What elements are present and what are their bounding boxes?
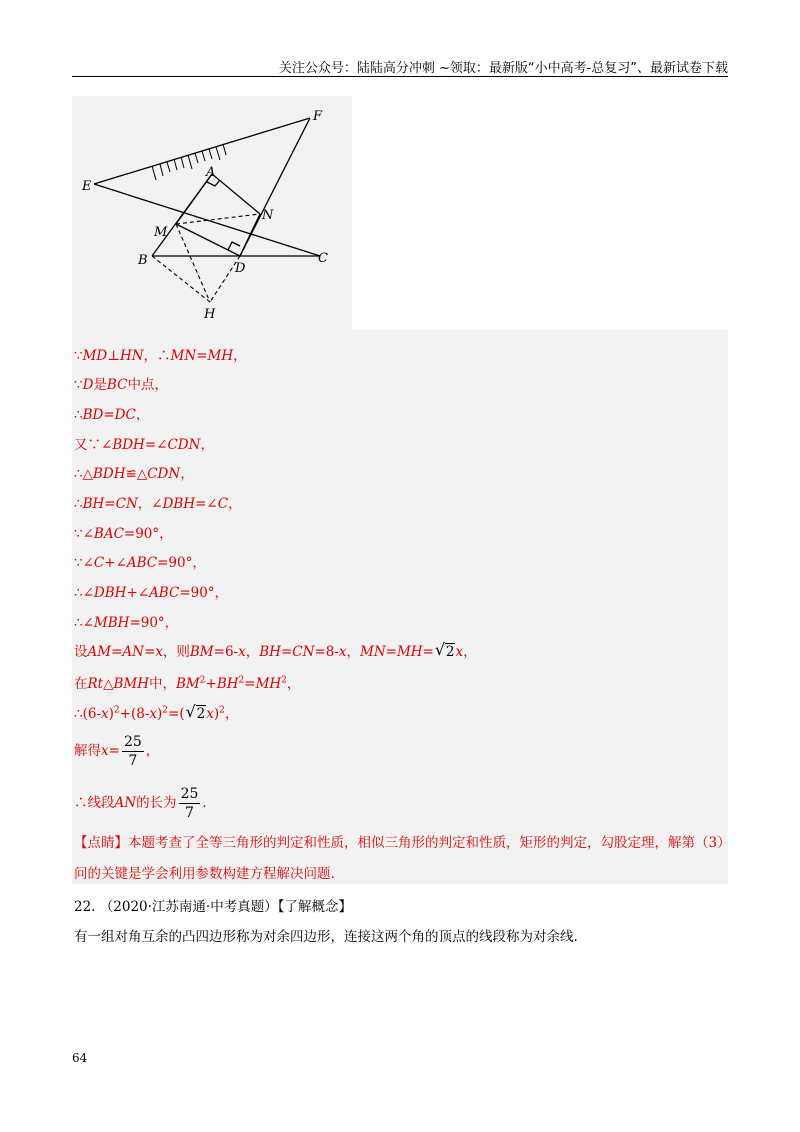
- solution-line-2: ∵D是BC中点，: [74, 377, 168, 393]
- label-f: F: [313, 109, 323, 124]
- solution-line-3: ∴BD=DC，: [74, 407, 150, 423]
- label-e: E: [82, 179, 92, 194]
- solution-line-14: 解得x= $\frac{25}{7}$ ，: [74, 734, 160, 769]
- label-b: B: [138, 253, 148, 268]
- dashed-mh: [176, 224, 210, 302]
- header-text: 关注公众号：陆陆高分冲刺 ~领取：最新版“小中高考-总复习”、最新试卷下载: [278, 61, 728, 76]
- right-angle-d: [228, 242, 240, 250]
- header-rule: [72, 76, 728, 77]
- line-md: [176, 224, 240, 256]
- solution-line-8: ∵∠C+∠ABC=90°，: [74, 555, 206, 571]
- solution-line-12: 在Rt△BMH中，$BM^2+BH^2=MH^2$，: [74, 675, 301, 692]
- solution-line-1: ∵MD⊥HN，∴MN=MH，: [74, 348, 247, 364]
- line-dn: [240, 214, 260, 256]
- label-c: C: [318, 251, 328, 266]
- right-angle-a: [207, 180, 220, 186]
- problem-text: 有一组对角互余的凸四边形称为对余四边形，连接这两个角的顶点的线段称为对余线.: [74, 929, 578, 945]
- problem-header: [74, 895, 352, 915]
- label-m: M: [154, 225, 168, 240]
- page-number: 64: [72, 1051, 88, 1065]
- problem-number: 22.: [74, 899, 96, 915]
- label-h: H: [204, 307, 216, 322]
- comment-tag: 【点睛】: [74, 835, 128, 851]
- sqrt-symbol: √ 2: [434, 640, 455, 660]
- problem-source: （2020·江苏南通·中考真题）【了解概念】: [99, 899, 352, 915]
- dashed-bh: [152, 256, 210, 302]
- label-d: D: [235, 261, 246, 276]
- solution-line-5: ∴△BDH≌△CDN，: [74, 466, 194, 482]
- solution-line-13: $\therefore(6-x)^2+(8-x)^2=$( √ 2x)$^2$，: [74, 702, 239, 722]
- figure-svg: [72, 96, 352, 330]
- fraction: $\frac{25}{7}$: [180, 786, 199, 821]
- dashed-mn: [176, 214, 260, 224]
- fraction: $\frac{25}{7}$: [123, 734, 142, 769]
- label-n: N: [262, 208, 274, 223]
- solution-line-6: ∴BH=CN，∠DBH=∠C，: [74, 496, 242, 512]
- sqrt-symbol: √ 2: [185, 702, 206, 722]
- comment-text: 本题考查了全等三角形的判定和性质，相似三角形的判定和性质，矩形的判定，勾股定理，解第（3）问的关键是学会利用参数构建方程解决问题.: [74, 835, 724, 882]
- solution-line-4: 又∵∠BDH=∠CDN，: [74, 437, 214, 453]
- solution-line-9: ∴∠DBH+∠ABC=90°，: [74, 585, 229, 601]
- comment-block: [74, 828, 724, 890]
- solution-line-11: 设AM=AN=x，则BM=6-x，BH=CN=8-x，MN=MH= √ 2x，: [74, 640, 477, 660]
- solution-line-10: ∴∠MBH=90°，: [74, 615, 179, 631]
- solution-line-7: ∵∠BAC=90°，: [74, 526, 173, 542]
- solution-line-15: ∴线段AN的长为 $\frac{25}{7}$ .: [74, 786, 207, 821]
- geometry-figure: [72, 96, 352, 330]
- label-a: A: [206, 165, 216, 180]
